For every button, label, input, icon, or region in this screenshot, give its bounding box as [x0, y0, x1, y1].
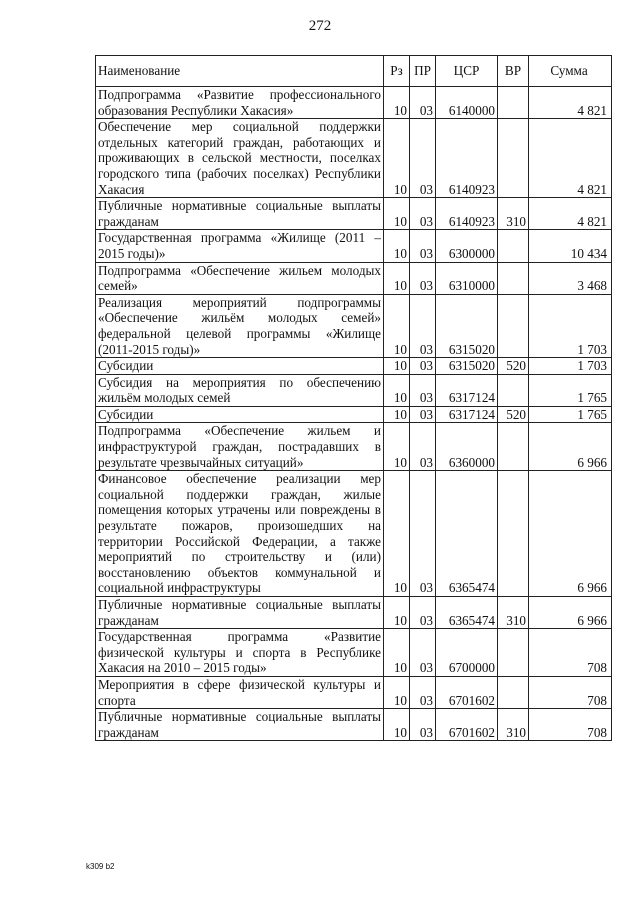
budget-table	[95, 55, 612, 741]
cell-name: Публичные нормативные социальные выплаты гражданам	[96, 597, 384, 629]
cell-pr: 03	[410, 471, 436, 597]
table-body	[96, 87, 612, 741]
cell-rz: 10	[384, 119, 410, 198]
header-pr: ПР	[410, 56, 436, 87]
cell-pr: 03	[410, 709, 436, 741]
cell-name: Мероприятия в сфере физической культуры и спорта	[96, 676, 384, 708]
cell-csr: 6365474	[436, 597, 498, 629]
cell-rz: 10	[384, 87, 410, 119]
cell-csr: 6317124	[436, 374, 498, 406]
cell-csr: 6701602	[436, 676, 498, 708]
cell-csr: 6140000	[436, 87, 498, 119]
cell-name: Подпрограмма «Обеспечение жильем молодых семей»	[96, 262, 384, 294]
cell-name: Субсидии	[96, 358, 384, 375]
cell-sum: 1 765	[529, 374, 612, 406]
cell-vr: 310	[498, 597, 529, 629]
cell-csr: 6317124	[436, 406, 498, 423]
table-row	[96, 119, 612, 198]
cell-csr: 6701602	[436, 709, 498, 741]
cell-pr: 03	[410, 676, 436, 708]
cell-csr: 6310000	[436, 262, 498, 294]
footer-code: k309 b2	[86, 862, 115, 871]
cell-csr: 6300000	[436, 230, 498, 262]
cell-vr	[498, 294, 529, 357]
cell-vr	[498, 87, 529, 119]
table-row	[96, 198, 612, 230]
table-row	[96, 676, 612, 708]
cell-name: Финансовое обеспечение реализации мер социальной поддержки граждан, жилые помещения которых утрачены или повреждены в результате пожаров, произошедших на территории Российской Федерации, а также мероприятий по строительству и (или) восстановлению объектов коммунальной и социальной инфраструктуры	[96, 471, 384, 597]
cell-vr: 520	[498, 358, 529, 375]
cell-pr: 03	[410, 230, 436, 262]
cell-vr	[498, 119, 529, 198]
header-sum: Сумма	[529, 56, 612, 87]
cell-sum: 6 966	[529, 471, 612, 597]
cell-rz: 10	[384, 230, 410, 262]
page-number: 272	[308, 18, 332, 34]
table-row	[96, 358, 612, 375]
cell-sum: 1 703	[529, 358, 612, 375]
cell-csr: 6315020	[436, 294, 498, 357]
header-name: Наименование	[96, 56, 384, 87]
cell-name: Подпрограмма «Развитие профессионального образования Республики Хакасия»	[96, 87, 384, 119]
cell-sum: 4 821	[529, 198, 612, 230]
header-vr: ВР	[498, 56, 529, 87]
cell-name: Субсидии	[96, 406, 384, 423]
cell-pr: 03	[410, 87, 436, 119]
cell-pr: 03	[410, 119, 436, 198]
table-row	[96, 423, 612, 471]
cell-rz: 10	[384, 406, 410, 423]
header-rz: Рз	[384, 56, 410, 87]
cell-vr	[498, 423, 529, 471]
cell-vr	[498, 262, 529, 294]
cell-name: Субсидия на мероприятия по обеспечению жильём молодых семей	[96, 374, 384, 406]
cell-rz: 10	[384, 676, 410, 708]
table-row	[96, 87, 612, 119]
cell-rz: 10	[384, 374, 410, 406]
cell-csr: 6365474	[436, 471, 498, 597]
cell-vr	[498, 629, 529, 677]
cell-rz: 10	[384, 709, 410, 741]
cell-sum: 708	[529, 676, 612, 708]
cell-csr: 6140923	[436, 119, 498, 198]
cell-sum: 10 434	[529, 230, 612, 262]
cell-sum: 1 703	[529, 294, 612, 357]
cell-name: Реализация мероприятий подпрограммы «Обеспечение жильём молодых семей» федеральной целевой программы «Жилище (2011-2015 годы)»	[96, 294, 384, 357]
cell-rz: 10	[384, 629, 410, 677]
cell-vr: 310	[498, 709, 529, 741]
cell-vr: 310	[498, 198, 529, 230]
cell-pr: 03	[410, 374, 436, 406]
cell-pr: 03	[410, 423, 436, 471]
cell-csr: 6700000	[436, 629, 498, 677]
cell-name: Публичные нормативные социальные выплаты гражданам	[96, 198, 384, 230]
cell-rz: 10	[384, 423, 410, 471]
cell-pr: 03	[410, 406, 436, 423]
table-row	[96, 406, 612, 423]
cell-sum: 4 821	[529, 119, 612, 198]
cell-name: Государственная программа «Развитие физической культуры и спорта в Республике Хакасия на 2010 – 2015 годы»	[96, 629, 384, 677]
table-row	[96, 471, 612, 597]
table-row	[96, 629, 612, 677]
cell-sum: 4 821	[529, 87, 612, 119]
cell-sum: 3 468	[529, 262, 612, 294]
cell-sum: 708	[529, 709, 612, 741]
cell-vr	[498, 230, 529, 262]
cell-csr: 6315020	[436, 358, 498, 375]
cell-rz: 10	[384, 358, 410, 375]
cell-rz: 10	[384, 294, 410, 357]
cell-pr: 03	[410, 198, 436, 230]
cell-pr: 03	[410, 262, 436, 294]
table-row	[96, 374, 612, 406]
cell-rz: 10	[384, 597, 410, 629]
cell-vr	[498, 471, 529, 597]
cell-name: Подпрограмма «Обеспечение жильем и инфраструктурой граждан, пострадавших в результате чрезвычайных ситуаций»	[96, 423, 384, 471]
cell-vr	[498, 676, 529, 708]
header-csr: ЦСР	[436, 56, 498, 87]
cell-rz: 10	[384, 262, 410, 294]
cell-name: Обеспечение мер социальной поддержки отдельных категорий граждан, работающих и проживающих в сельской местности, поселках городского типа (рабочих поселках) Республики Хакасия	[96, 119, 384, 198]
cell-name: Публичные нормативные социальные выплаты гражданам	[96, 709, 384, 741]
cell-sum: 6 966	[529, 597, 612, 629]
cell-sum: 708	[529, 629, 612, 677]
cell-vr: 520	[498, 406, 529, 423]
cell-vr	[498, 374, 529, 406]
table-header-row	[96, 56, 612, 87]
cell-name: Государственная программа «Жилище (2011 – 2015 годы)»	[96, 230, 384, 262]
cell-pr: 03	[410, 294, 436, 357]
cell-pr: 03	[410, 629, 436, 677]
table-row	[96, 230, 612, 262]
cell-rz: 10	[384, 471, 410, 597]
table-row	[96, 597, 612, 629]
table-row	[96, 709, 612, 741]
cell-csr: 6140923	[436, 198, 498, 230]
table-row	[96, 262, 612, 294]
table-row	[96, 294, 612, 357]
cell-csr: 6360000	[436, 423, 498, 471]
cell-rz: 10	[384, 198, 410, 230]
cell-sum: 1 765	[529, 406, 612, 423]
cell-sum: 6 966	[529, 423, 612, 471]
cell-pr: 03	[410, 597, 436, 629]
cell-pr: 03	[410, 358, 436, 375]
